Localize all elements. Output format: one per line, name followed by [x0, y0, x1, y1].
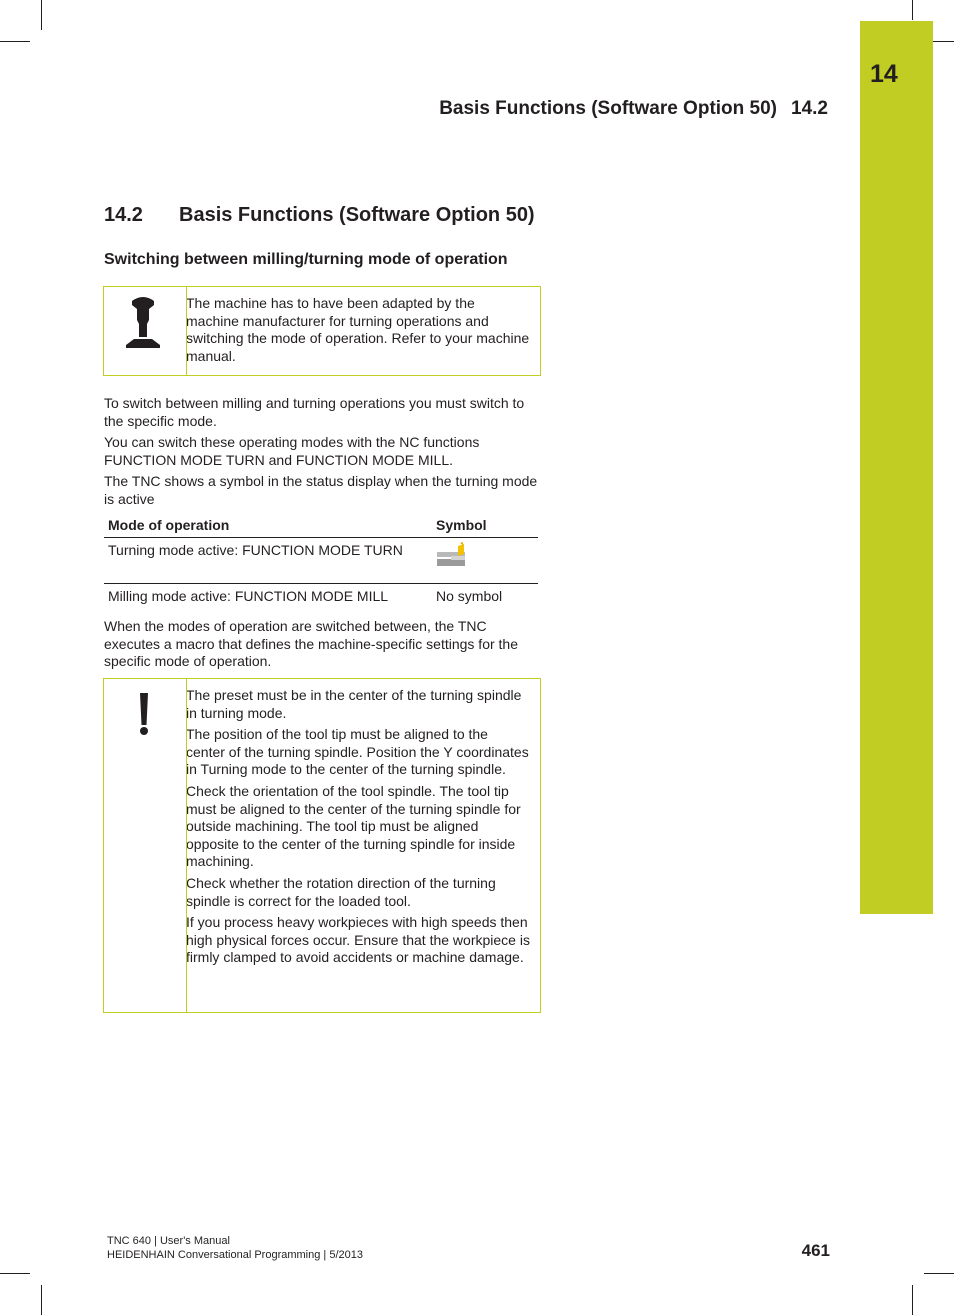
warning-item: Check whether the rotation direction of the turning spindle is correct for the loaded tool.: [186, 874, 496, 909]
paragraph: The TNC shows a symbol in the status display when the turning mode is active: [104, 473, 538, 507]
section-heading: [104, 204, 535, 227]
footer-line: HEIDENHAIN Conversational Programming | 5/2013: [107, 1249, 363, 1261]
crop-mark: [0, 41, 30, 42]
table-cell-mode: Turning mode active: FUNCTION MODE TURN: [104, 538, 432, 584]
warning-note: [103, 678, 541, 1013]
footer: [107, 1234, 363, 1262]
warning-item: Check the orientation of the tool spindle. The tool tip must be aligned to the center of the turning spindle for outside machining. The tool tip must be aligned opposite to the center of the turning spindle for inside machining.: [186, 782, 521, 870]
note-text-paragraph: The machine has to have been adapted by the machine manufacturer for turning operations and switching the mode of operation. Refer to your machine manual.: [186, 295, 530, 364]
paragraph: When the modes of operation are switched between, the TNC executes a macro that defines the machine-specific settings for the specific mode of operation.: [104, 618, 518, 670]
table-header-mode: Mode of operation: [104, 514, 432, 538]
paragraph: You can switch these operating modes with the NC functions FUNCTION MODE TURN and FUNCTION MODE MILL.: [104, 434, 480, 468]
chapter-number: 14: [870, 60, 898, 88]
modes-table: [104, 514, 538, 608]
note-icon-column: [104, 287, 187, 375]
chapter-tab: [860, 21, 933, 914]
intro-paragraphs: [104, 395, 544, 513]
footer-line: TNC 640 | User's Manual: [107, 1235, 230, 1247]
table-cell-mode: Milling mode active: FUNCTION MODE MILL: [108, 588, 389, 604]
running-head-section: 14.2: [791, 98, 828, 119]
table-header-row: [104, 514, 538, 538]
machine-manual-icon: [104, 287, 186, 375]
table-cell-symbol: No symbol: [436, 588, 503, 604]
section-title: Basis Functions (Software Option 50): [179, 204, 535, 226]
table-cell-symbol: [432, 538, 538, 584]
exclamation-icon: [104, 679, 186, 749]
warning-item: If you process heavy workpieces with high speeds then high physical forces occur. Ensure that the workpiece is firmly clamped to avoid accidents or machine damage.: [186, 914, 530, 966]
page-number: 461: [801, 1241, 830, 1260]
note-text: [186, 287, 540, 373]
running-head-title: Basis Functions (Software Option 50): [439, 98, 778, 119]
note-icon-column: [104, 679, 187, 1012]
macro-paragraph: [104, 618, 544, 675]
note-text: [186, 679, 540, 975]
crop-mark: [912, 1285, 913, 1315]
turning-mode-icon: [436, 542, 468, 570]
crop-mark: [0, 1273, 30, 1274]
paragraph: To switch between milling and turning operations you must switch to the specific mode.: [104, 395, 525, 429]
subsection-heading: Switching between milling/turning mode of operation: [104, 251, 508, 268]
crop-mark: [924, 1273, 954, 1274]
crop-mark: [41, 1285, 42, 1315]
machine-note: [103, 286, 541, 376]
crop-mark: [912, 0, 913, 20]
section-number: 14.2: [104, 204, 143, 226]
table-row: [104, 538, 538, 584]
running-head: [439, 98, 828, 120]
warning-item: The position of the tool tip must be aligned to the center of the turning spindle. Position the Y coordinates in Turning mode to the center of the turning spindle.: [186, 726, 529, 778]
crop-mark: [41, 0, 42, 30]
table-row: [104, 584, 538, 609]
warning-item: The preset must be in the center of the turning spindle in turning mode.: [186, 687, 522, 721]
table-header-symbol: Symbol: [432, 514, 538, 538]
